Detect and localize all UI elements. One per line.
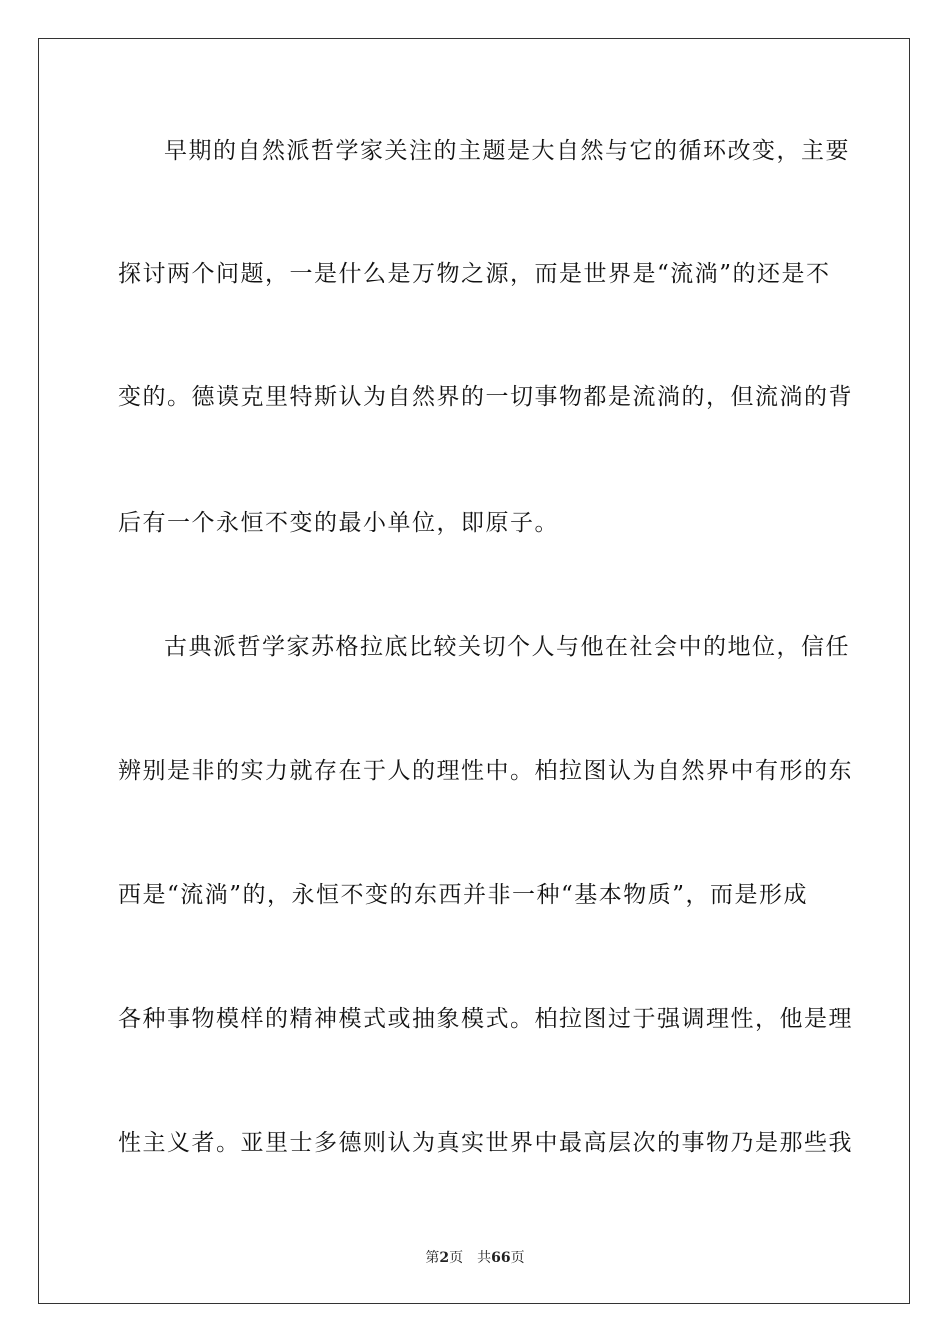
paragraph-1-line-1: 早期的自然派哲学家关注的主题是大自然与它的循环改变，主要: [164, 138, 850, 164]
paragraph-2-line-5: 性主义者。亚里士多德则认为真实世界中最高层次的事物乃是那些我: [118, 1130, 853, 1156]
paragraph-2-line-2: 辨别是非的实力就存在于人的理性中。柏拉图认为自然界中有形的东: [118, 758, 853, 784]
paragraph-1-line-3: 变的。德谟克里特斯认为自然界的一切事物都是流淌的，但流淌的背: [118, 384, 853, 410]
page-suffix: 页: [449, 1250, 464, 1266]
total-pages: 66: [491, 1250, 511, 1266]
paragraph-2-line-4: 各种事物模样的精神模式或抽象模式。柏拉图过于强调理性，他是理: [118, 1006, 853, 1032]
page-footer: [0, 1249, 950, 1267]
page-number: 2: [439, 1250, 450, 1266]
paragraph-1-line-2: 探讨两个问题，一是什么是万物之源，而是世界是“流淌”的还是不: [118, 261, 831, 287]
paragraph-1-line-4: 后有一个永恒不变的最小单位，即原子。: [118, 510, 559, 536]
total-prefix: 共: [477, 1250, 492, 1266]
page-border: [38, 38, 910, 1304]
paragraph-2-line-1: 古典派哲学家苏格拉底比较关切个人与他在社会中的地位，信任: [164, 634, 850, 660]
page-prefix: 第: [425, 1250, 440, 1266]
total-suffix: 页: [510, 1250, 525, 1266]
paragraph-2-line-3: 西是“流淌”的，永恒不变的东西并非一种“基本物质”，而是形成: [118, 882, 809, 908]
